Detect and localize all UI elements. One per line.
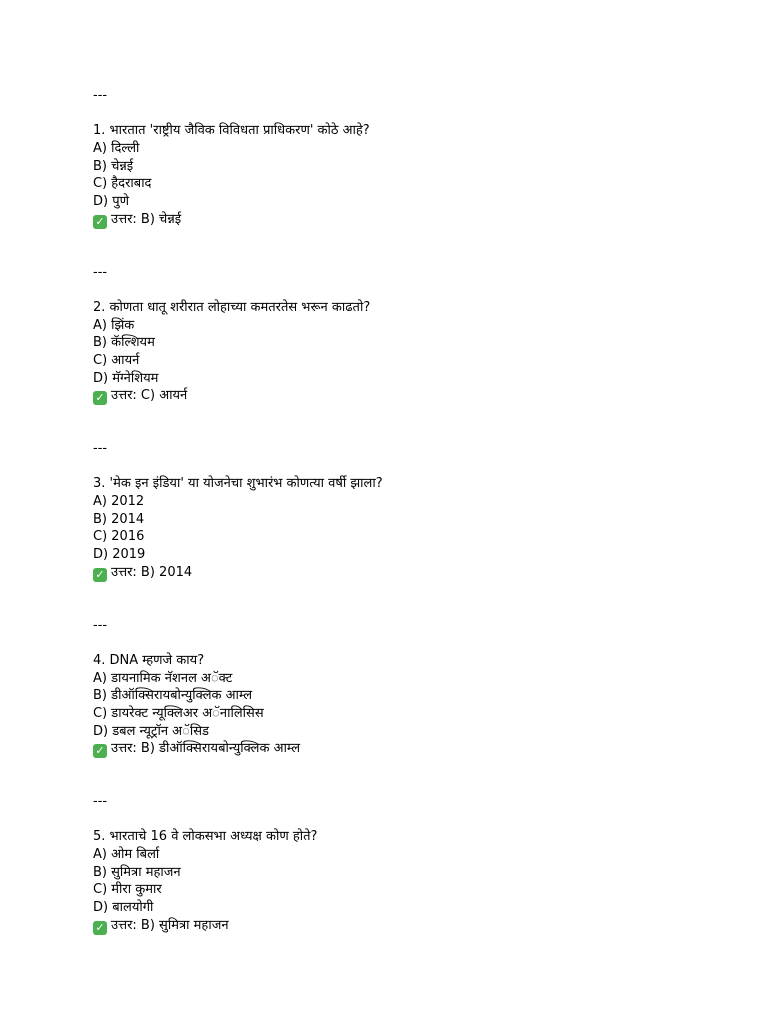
separator: --- <box>93 617 108 633</box>
question-text: 5. भारताचे 16 वे लोकसभा अध्यक्ष कोण होते? <box>93 829 318 845</box>
option-c: C) डायरेक्ट न्यूक्लिअर अॅनालिसिस <box>93 705 264 721</box>
option-c: C) आयर्न <box>93 352 140 368</box>
option-c: C) 2016 <box>93 529 145 545</box>
question-block <box>93 617 733 794</box>
answer-text: उत्तर: B) सुमित्रा महाजन <box>111 917 229 933</box>
option-b: B) डीऑक्सिरायबोन्युक्लिक आम्ल <box>93 688 253 704</box>
option-b: B) चेन्नई <box>93 158 134 174</box>
option-c: C) मीरा कुमार <box>93 882 162 898</box>
answer-line <box>93 564 733 582</box>
option-b: B) सुमित्रा महाजन <box>93 864 181 880</box>
answer-line <box>93 387 733 405</box>
option-a: A) दिल्ली <box>93 141 140 157</box>
separator: --- <box>93 88 108 103</box>
check-mark-icon: ✓ <box>93 921 107 935</box>
option-a: A) 2012 <box>93 494 145 510</box>
option-d: D) डबल न्यूट्रॉन अॅसिड <box>93 723 209 739</box>
answer-text: उत्तर: B) 2014 <box>111 564 193 580</box>
question-text: 4. DNA म्हणजे काय? <box>93 652 205 668</box>
option-d: D) मॅग्नेशियम <box>93 370 159 386</box>
check-mark-icon: ✓ <box>93 391 107 405</box>
answer-text: उत्तर: C) आयर्न <box>111 388 188 404</box>
separator: --- <box>93 794 108 809</box>
check-mark-icon: ✓ <box>93 215 107 229</box>
question-block <box>93 793 733 970</box>
answer-line <box>93 211 733 229</box>
quiz-document <box>93 87 733 970</box>
question-block <box>93 440 733 617</box>
option-a: A) ओम बिर्ला <box>93 847 160 863</box>
option-a: A) डायनामिक नॅशनल अॅक्ट <box>93 670 233 686</box>
answer-line <box>93 917 733 935</box>
question-block <box>93 87 733 264</box>
answer-text: उत्तर: B) डीऑक्सिरायबोन्युक्लिक आम्ल <box>111 741 301 757</box>
check-mark-icon: ✓ <box>93 744 107 758</box>
question-text: 2. कोणता धातू शरीरात लोहाच्या कमतरतेस भरून काढतो? <box>93 299 371 315</box>
check-mark-icon: ✓ <box>93 568 107 582</box>
question-text: 1. भारतात 'राष्ट्रीय जैविक विविधता प्राधिकरण' कोठे आहे? <box>93 123 370 139</box>
option-b: B) 2014 <box>93 511 145 527</box>
option-a: A) झिंक <box>93 317 135 333</box>
option-d: D) पुणे <box>93 194 129 210</box>
option-d: D) बालयोगी <box>93 900 154 916</box>
question-block <box>93 264 733 441</box>
option-c: C) हैदराबाद <box>93 176 152 192</box>
option-b: B) कॅल्शियम <box>93 335 155 351</box>
answer-text: उत्तर: B) चेन्नई <box>111 211 182 227</box>
option-d: D) 2019 <box>93 547 146 563</box>
separator: --- <box>93 264 108 280</box>
answer-line <box>93 740 733 758</box>
separator: --- <box>93 441 108 456</box>
question-text: 3. 'मेक इन इंडिया' या योजनेचा शुभारंभ कोणत्या वर्षी झाला? <box>93 476 383 492</box>
